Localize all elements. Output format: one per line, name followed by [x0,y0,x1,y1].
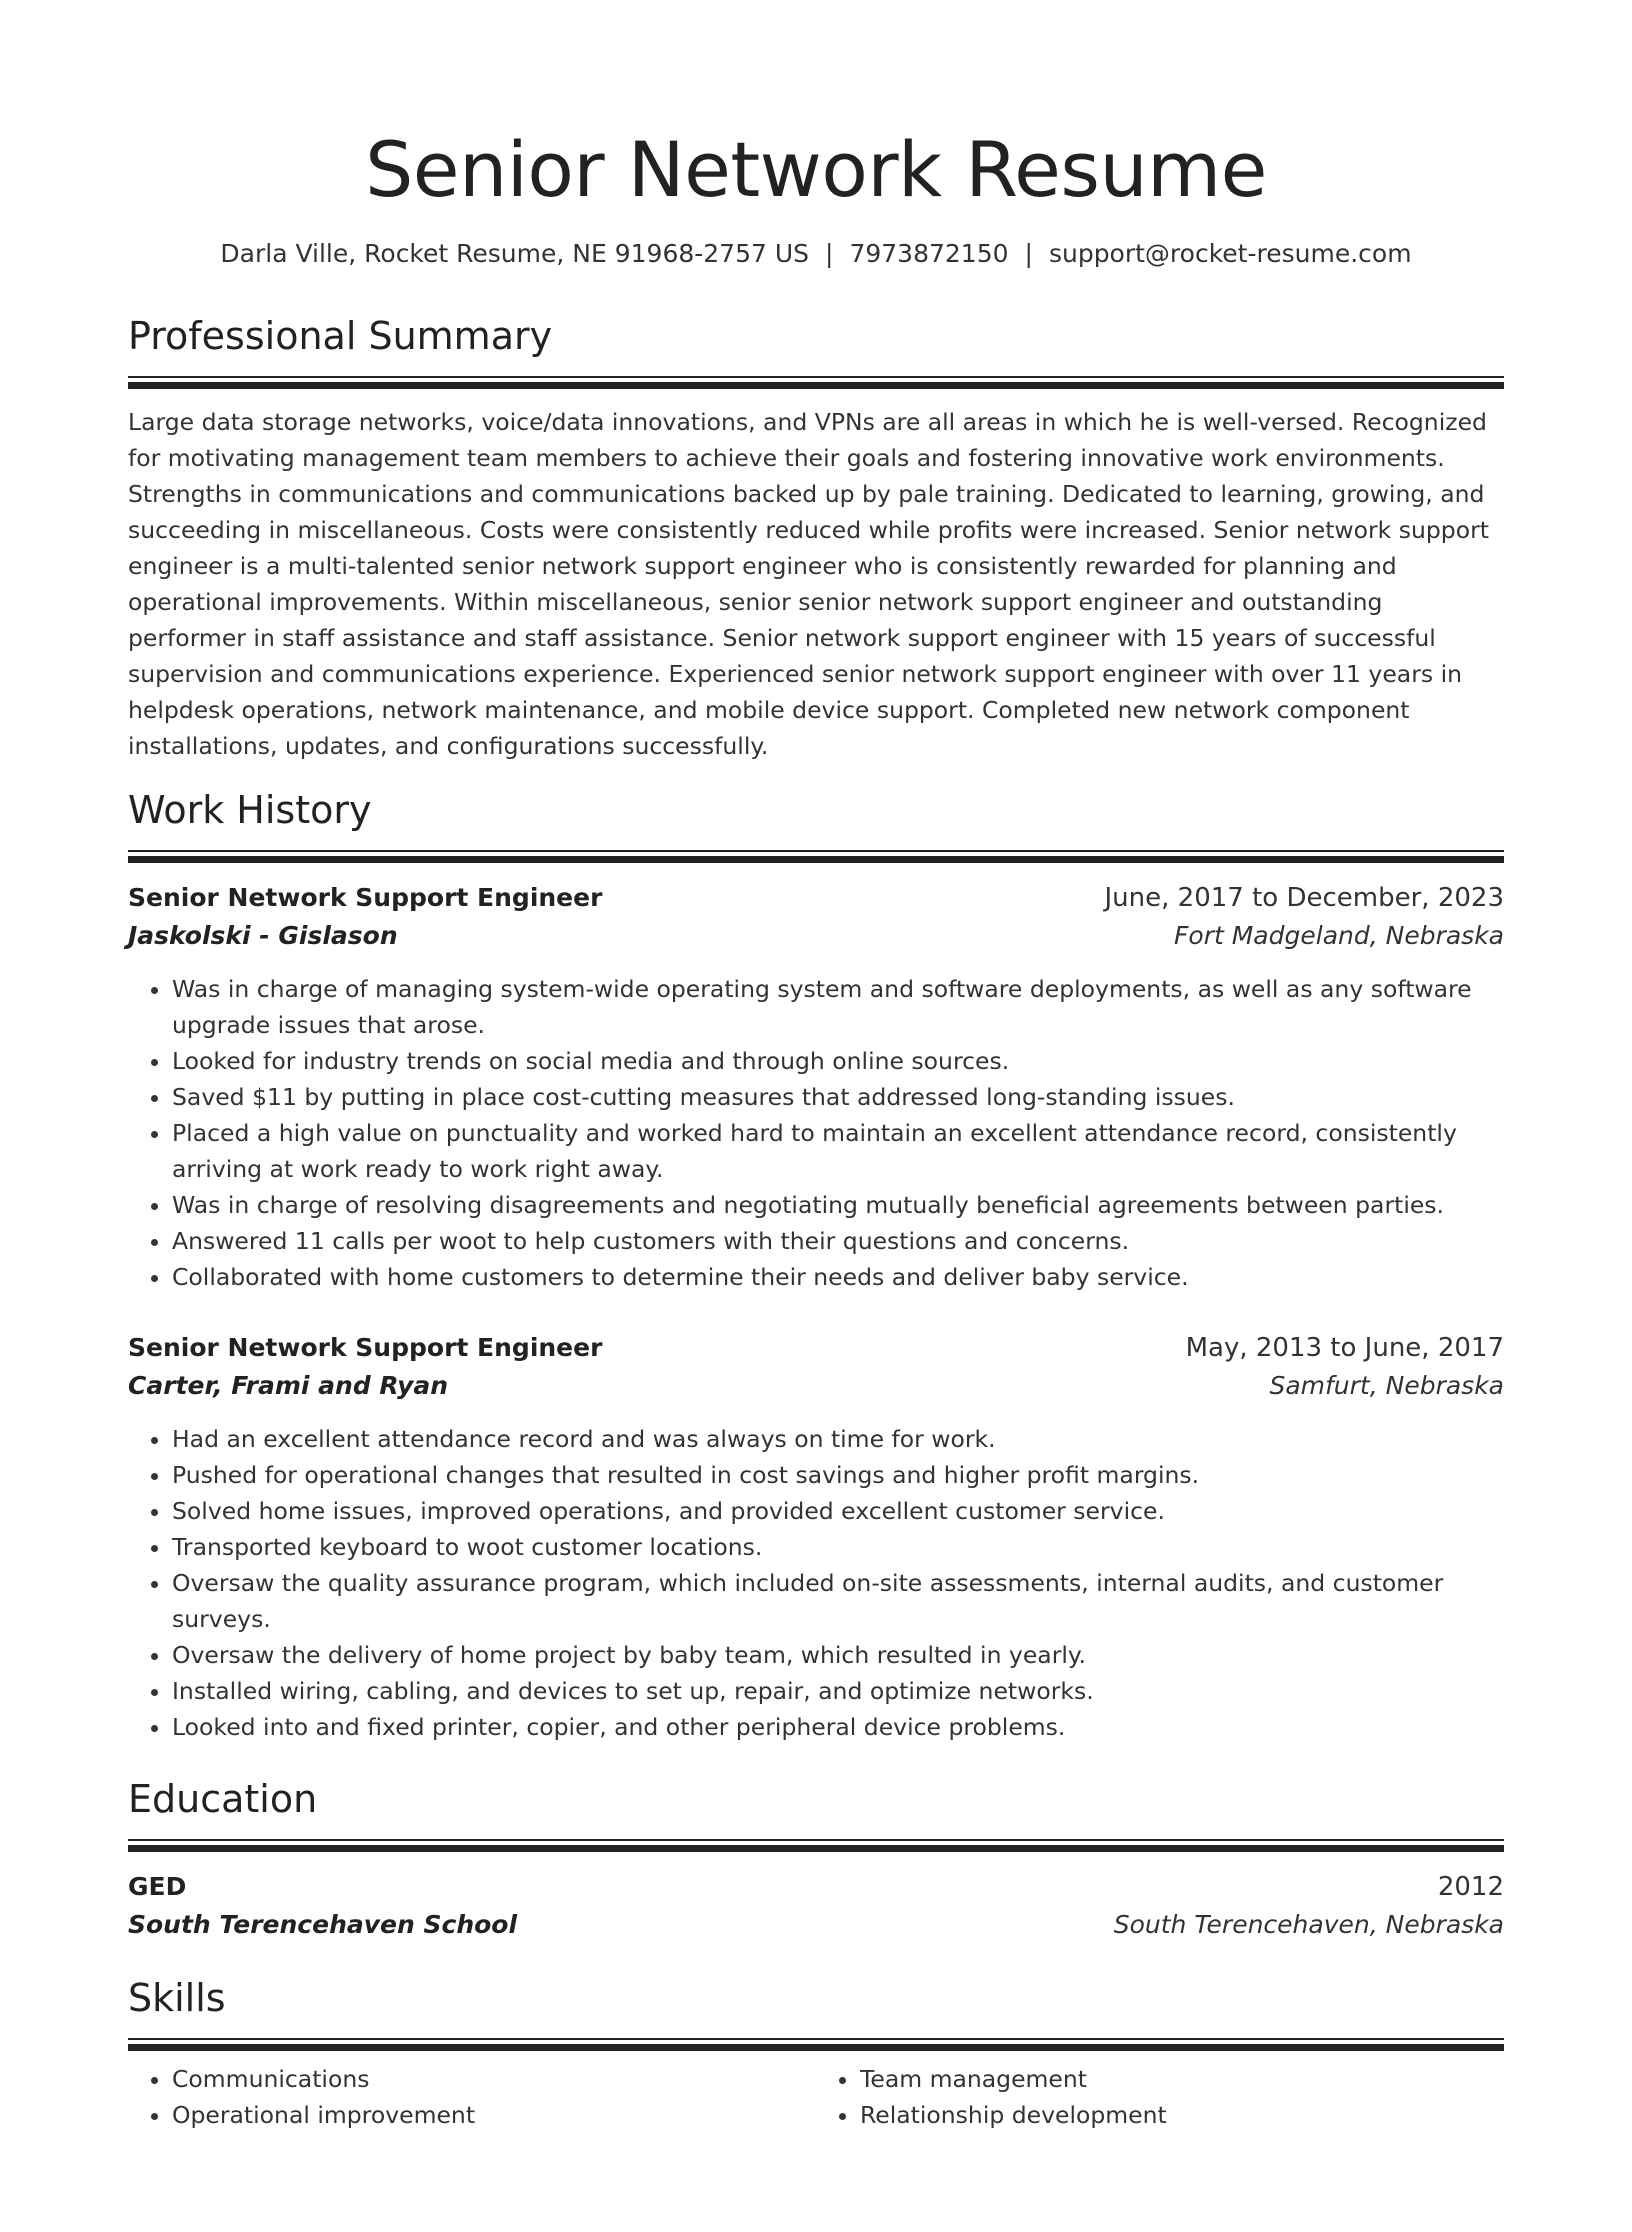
skills-section [128,1974,1504,2133]
summary-text: Large data storage networks, voice/data innovations, and VPNs are all areas in which he is well-versed. Recognized for motivating management team members to achieve their goals and fostering innovative work environments. Strengths in communications and communications backed up by pale training. Dedicated to learning, growing, and succeeding in miscellaneous. Costs were consistently reduced while profits were increased. Senior network support engineer is a multi-talented senior network support engineer who is consistently rewarded for planning and operational improvements. Within miscellaneous, senior senior network support engineer and outstanding performer in staff assistance and staff assistance. Senior network support engineer with 15 years of successful supervision and communications experience. Experienced senior network support engineer with over 11 years in helpdesk operations, network maintenance, and mobile device support. Completed new network component installations, updates, and configurations successfully. [128,408,1489,760]
job-company-row [128,917,1504,955]
education-school: South Terencehaven School [128,1910,518,1939]
job-location: Fort Madgeland, Nebraska [1174,921,1504,950]
job-entry [128,1329,1504,1745]
list-item: • Oversaw the delivery of home project by baby team, which resulted in yearly. [172,1637,1504,1673]
education-section [128,1775,1504,1944]
education-school-row [128,1906,1504,1944]
section-title-summary: Professional Summary [128,314,553,358]
job-dates: May, 2013 to June, 2017 [1185,1333,1504,1363]
list-item: • Was in charge of managing system-wide operating system and software deployments, as well as any software upgrade issues that arose. [172,971,1504,1043]
job-company-row [128,1367,1504,1405]
list-item: • Pushed for operational changes that resulted in cost savings and higher profit margins. [172,1457,1504,1493]
education-entry [128,1868,1504,1944]
skills-grid [128,2061,1504,2133]
skills-list-left [128,2061,816,2133]
job-bullet-list [128,1421,1504,1745]
section-title-education: Education [128,1777,318,1821]
list-item: • Was in charge of resolving disagreements and negotiating mutually beneficial agreements between parties. [172,1187,1504,1223]
education-header-row [128,1868,1504,1906]
section-divider [128,2038,1504,2051]
contact-line [128,236,1504,272]
job-location: Samfurt, Nebraska [1269,1371,1504,1400]
list-item: • Answered 11 calls per woot to help customers with their questions and concerns. [172,1223,1504,1259]
resume-page [0,120,1632,2232]
contact-email: support@rocket-resume.com [1048,239,1412,268]
job-entry [128,879,1504,1295]
job-company: Carter, Frami and Ryan [128,1371,449,1400]
job-bullet-list [128,971,1504,1295]
contact-phone: 7973872150 [849,239,1009,268]
job-header-row [128,879,1504,917]
list-item: • Looked for industry trends on social media and through online sources. [172,1043,1504,1079]
job-header-row [128,1329,1504,1367]
section-title-work: Work History [128,788,372,832]
list-item: • Looked into and fixed printer, copier, and other peripheral device problems. [172,1709,1504,1745]
section-divider [128,1839,1504,1852]
list-item: • Team management [860,2061,1504,2097]
professional-summary-section [128,312,1504,764]
list-item: • Collaborated with home customers to determine their needs and deliver baby service. [172,1259,1504,1295]
education-year: 2012 [1437,1872,1504,1902]
list-item: • Had an excellent attendance record and was always on time for work. [172,1421,1504,1457]
section-divider [128,850,1504,863]
contact-separator: | [1024,239,1033,268]
list-item: • Oversaw the quality assurance program, which included on-site assessments, internal audits, and customer surveys. [172,1565,1504,1637]
contact-address: Darla Ville, Rocket Resume, NE 91968-2757 US [220,239,810,268]
job-title: Senior Network Support Engineer [128,883,603,912]
contact-separator: | [825,239,834,268]
list-item: • Placed a high value on punctuality and worked hard to maintain an excellent attendance record, consistently arriving at work ready to work right away. [172,1115,1504,1187]
list-item: • Transported keyboard to woot customer locations. [172,1529,1504,1565]
list-item: • Relationship development [860,2097,1504,2133]
work-history-section [128,786,1504,1745]
section-divider [128,376,1504,389]
list-item: • Solved home issues, improved operations, and provided excellent customer service. [172,1493,1504,1529]
list-item: • Installed wiring, cabling, and devices to set up, repair, and optimize networks. [172,1673,1504,1709]
education-location: South Terencehaven, Nebraska [1113,1910,1504,1939]
list-item: • Operational improvement [172,2097,816,2133]
skills-list-right [816,2061,1504,2133]
list-item: • Communications [172,2061,816,2097]
job-dates: June, 2017 to December, 2023 [1104,883,1504,913]
job-company: Jaskolski - Gislason [128,921,398,950]
job-title: Senior Network Support Engineer [128,1333,603,1362]
list-item: • Saved $11 by putting in place cost-cutting measures that addressed long-standing issues. [172,1079,1504,1115]
section-title-skills: Skills [128,1976,226,2020]
resume-title: Senior Network Resume [365,125,1267,214]
education-degree: GED [128,1872,187,1901]
